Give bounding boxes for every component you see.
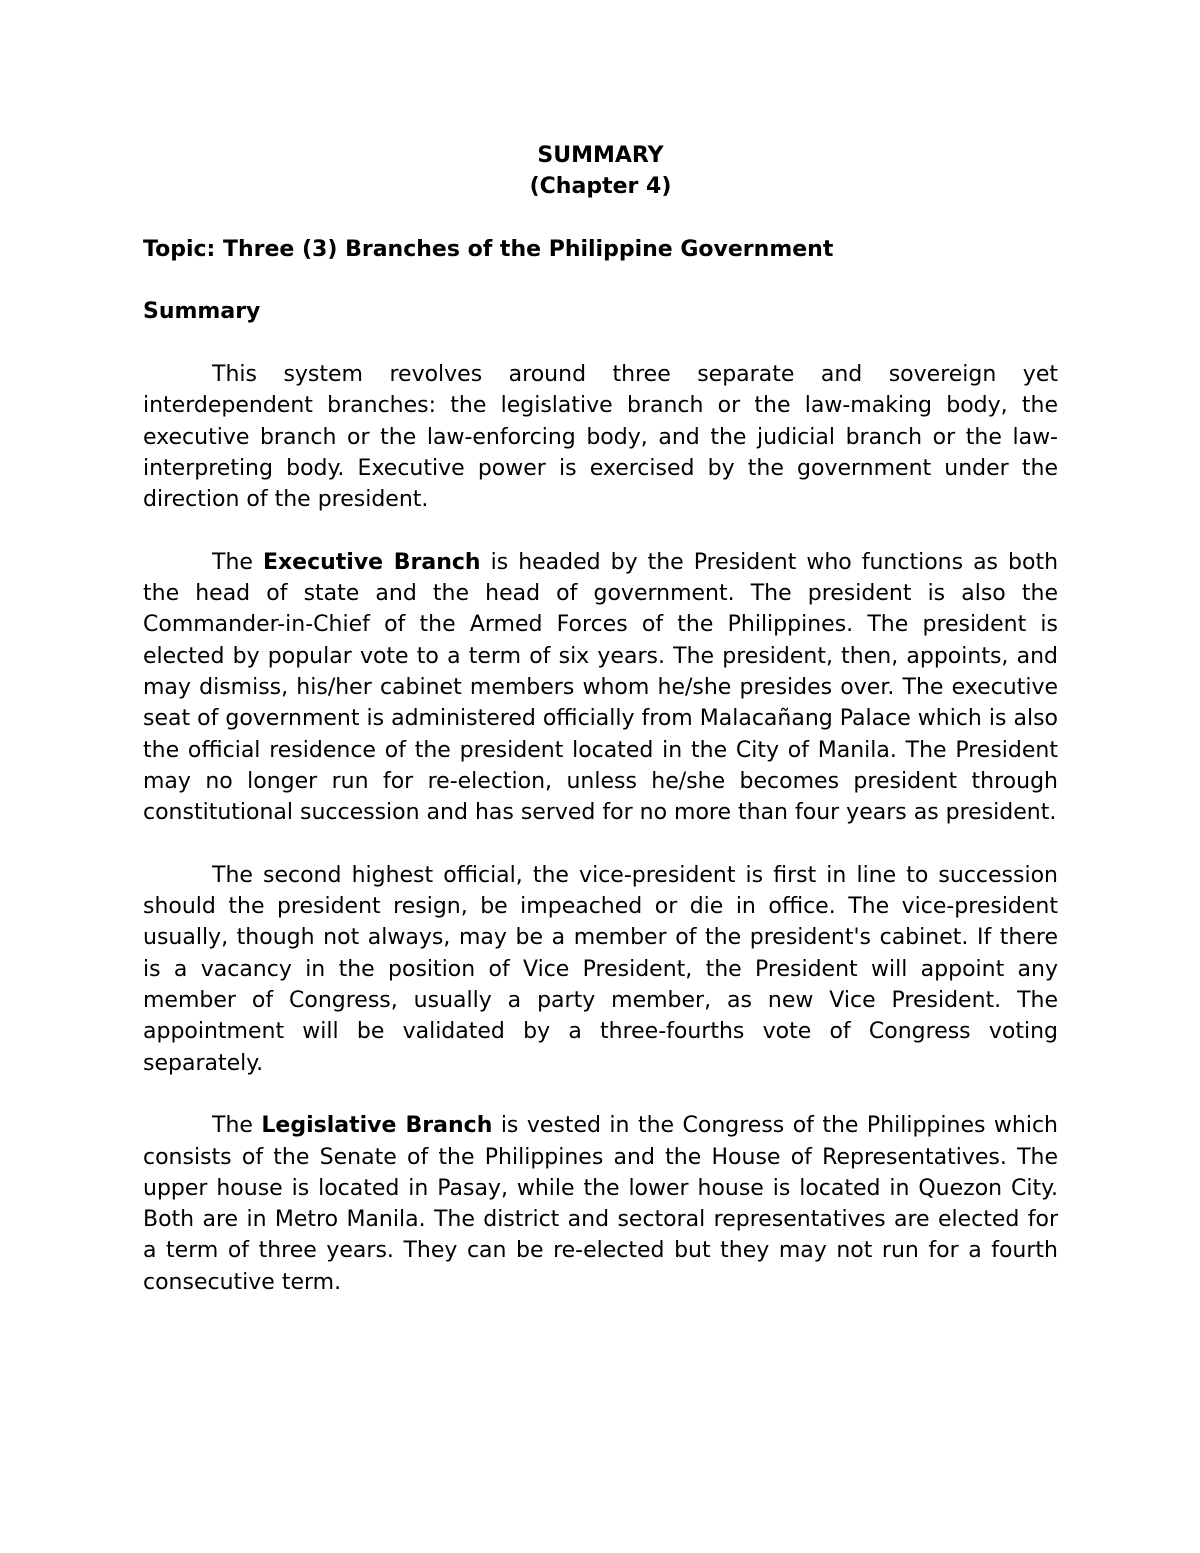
executive-branch-term: Executive Branch — [262, 549, 481, 575]
legislative-text: is vested in the Congress of the Philippines which consists of the Senate of the Philippines and the House of Representatives. The upper house is located in Pasay, while the lower house is located in Quezon City. Both are in Metro Manila. The district and sectoral representatives are elected for a term of three years. They can be re-elected but they may not run for a fourth consecutive term. — [143, 1113, 1058, 1295]
chapter-label: (Chapter 4) — [529, 174, 672, 200]
executive-paragraph — [143, 547, 1058, 829]
vice-president-paragraph: The second highest official, the vice-president is first in line to succession should the president resign, be impeached or die in office. The vice-president usually, though not always, may be a member of the president's cabinet. If there is a vacancy in the position of Vice President, the President will appoint any member of Congress, usually a party member, as new Vice President. The appointment will be validated by a three-fourths vote of Congress voting separately. — [143, 862, 1058, 1076]
executive-text: is headed by the President who functions as both the head of state and the head of government. The president is also the Commander-in-Chief of the Armed Forces of the Philippines. The president is elected by popular vote to a term of six years. The president, then, appoints, and may dismiss, his/her cabinet members whom he/she presides over. The executive seat of government is administered officially from Malacañang Palace which is also the official residence of the president located in the City of Manila. The President may no longer run for re-election, unless he/she becomes president through constitutional succession and has served for no more than four years as president. — [143, 549, 1059, 826]
legislative-branch-term: Legislative Branch — [261, 1113, 493, 1139]
topic-heading: Topic: Three (3) Branches of the Philippine Government — [143, 236, 834, 262]
legislative-paragraph — [143, 1110, 1058, 1298]
document-title: SUMMARY — [537, 143, 664, 168]
intro-paragraph: This system revolves around three separate and sovereign yet interdependent branches: the legislative branch or the law-making body, the executive branch or the law-enforcing body, and the judicial branch or the law-interpreting body. Executive power is exercised by the government under the direction of the president. — [143, 362, 1058, 513]
legislative-lead: The — [212, 1113, 253, 1139]
document-page — [143, 140, 1058, 1298]
summary-heading: Summary — [143, 299, 261, 325]
executive-lead: The — [212, 549, 253, 575]
